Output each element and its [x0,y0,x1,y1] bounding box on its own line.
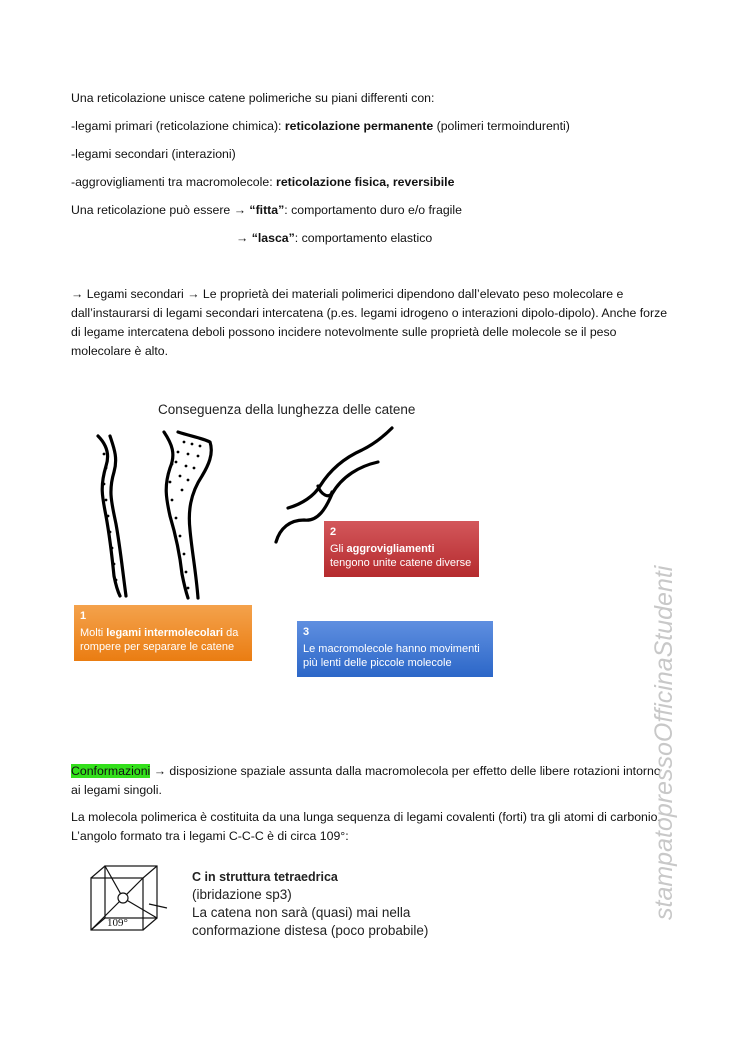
angle-label: 109° [107,917,128,929]
intro-line-6: → “lasca”: comportamento elastico [236,231,433,245]
conformations-paragraph: Conformazioni → disposizione spaziale assunta dalla macromolecola per effetto delle libere rotazioni intorno ai legami singoli. [71,764,661,797]
figure-title: Conseguenza della lunghezza delle catene [158,402,416,417]
tetrahedral-cube-diagram [87,864,169,936]
arrow-icon: → [187,287,200,301]
highlighted-term: Conformazioni [71,764,151,778]
info-box-3: 3 Le macromolecole hanno movimenti più lenti delle piccole molecole [297,621,493,677]
intro-line-2: -legami primari (reticolazione chimica): reticolazione permanente (polimeri termoindurenti) [71,119,570,133]
tetrahedral-title: C in struttura tetraedrica [192,870,338,884]
info-box-2: 2 Gli aggrovigliamenti tengono unite catene diverse [324,521,479,577]
box-number: 2 [330,526,337,538]
info-box-1: 1 Molti legami intermolecolari da rompere per separare le catene [74,605,252,661]
intro-line-3: -legami secondari (interazioni) [71,147,236,161]
arrow-icon: → [236,231,249,245]
box-number: 1 [80,610,87,622]
arrow-icon: → [153,764,167,778]
intro-line-5: Una reticolazione può essere → “fitta”: comportamento duro e/o fragile [71,203,462,217]
secondary-bonds-paragraph: → Legami secondari → Le proprietà dei materiali polimerici dipendono dall’elevato peso molecolare e dall’instaurarsi di legami secondari intercatena (p.es. legami idrogeno o interazioni dipolo-dipolo). Anche forze di legame intercatena deboli possono incidere notevolmente sulle proprietà delle molecole se il peso molecolare è alto. [71,287,668,358]
watermark: stampatopressoOfficinaStudenti [650,565,678,920]
box-number: 3 [303,626,310,638]
intro-line-1: Una reticolazione unisce catene polimeriche su piani differenti con: [71,91,435,105]
polymer-molecule-paragraph: La molecola polimerica è costituita da una lunga sequenza di legami covalenti (forti) tra gli atomi di carbonio. L’angolo formato tra i legami C-C-C è di circa 109°: [71,810,661,843]
tetrahedral-caption: C in struttura tetraedrica (ibridazione sp3) La catena non sarà (quasi) mai nella conformazione distesa (poco probabile) [192,870,429,938]
intro-line-4: -aggrovigliamenti tra macromolecole: reticolazione fisica, reversibile [71,175,455,189]
chain-length-figure [68,396,502,688]
arrow-icon: → [71,287,84,301]
arrow-icon: → [233,203,246,217]
